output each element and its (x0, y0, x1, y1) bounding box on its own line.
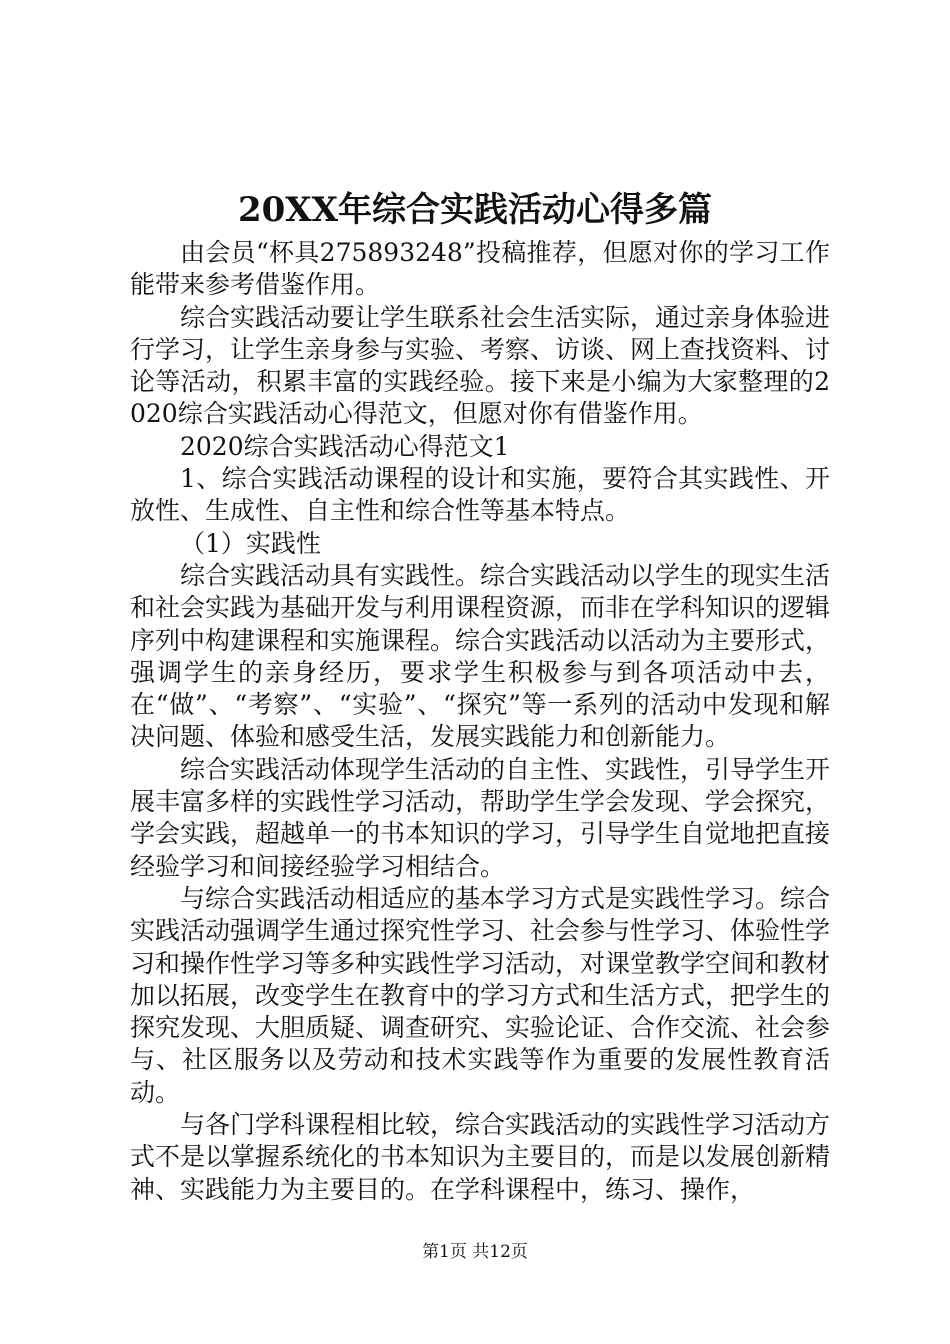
intro-paragraph: 由会员“杯具275893248”投稿推荐，但愿对你的学习工作能带来参考借鉴作用。 (130, 238, 830, 300)
body-paragraph: 与综合实践活动相适应的基本学习方式是实践性学习。综合实践活动强调学生通过探究性学习、社会参与性学习、体验性学习和操作性学习等多种实践性学习活动，对课堂教学空间和教材加以拓展，改变学生在教育中的学习方式和生活方式，把学生的探究发现、大胆质疑、调查研究、实验论证、合作交流、社会参与、社区服务以及劳动和技术实践等作为重要的发展性教育活动。 (130, 883, 831, 1107)
point-paragraph: 1、综合实践活动课程的设计和实施，要符合其实践性、开放性、生成性、自主性和综合性等基本特点。 (130, 464, 830, 526)
body-paragraph: 与各门学科课程相比较，综合实践活动的实践性学习活动方式不是以掌握系统化的书本知识为主要目的，而是以发展创新精神、实践能力为主要目的。在学科课程中，练习、操作， (130, 1110, 831, 1204)
summary-paragraph: 综合实践活动要让学生联系社会生活实际，通过亲身体验进行学习，让学生亲身参与实验、考察、访谈、网上查找资料、讨论等活动，积累丰富的实践经验。接下来是小编为大家整理的2020综合实践活动心得范文，但愿对你有借鉴作用。 (130, 302, 831, 429)
document-title: 20XX年综合实践活动心得多篇 (237, 190, 713, 230)
page-footer (0, 1240, 950, 1264)
subheading: （1）实践性 (180, 528, 321, 558)
page-number: 第1页 共12页 (422, 1242, 528, 1262)
document-body (130, 237, 830, 1206)
body-paragraph: 综合实践活动体现学生活动的自主性、实践性，引导学生开展丰富多样的实践性学习活动，帮助学生学会发现、学会探究，学会实践，超越单一的书本知识的学习，引导学生自觉地把直接经验学习和间接经验学习相结合。 (130, 754, 831, 881)
section-heading: 2020综合实践活动心得范文1 (180, 431, 510, 461)
body-paragraph: 综合实践活动具有实践性。综合实践活动以学生的现实生活和社会实践为基础开发与利用课程资源，而非在学科知识的逻辑序列中构建课程和实施课程。综合实践活动以活动为主要形式，强调学生的亲身经历，要求学生积极参与到各项活动中去，在“做”、“考察”、“实验”、“探究”等一系列的活动中发现和解决问题、体验和感受生活，发展实践能力和创新能力。 (130, 560, 831, 752)
